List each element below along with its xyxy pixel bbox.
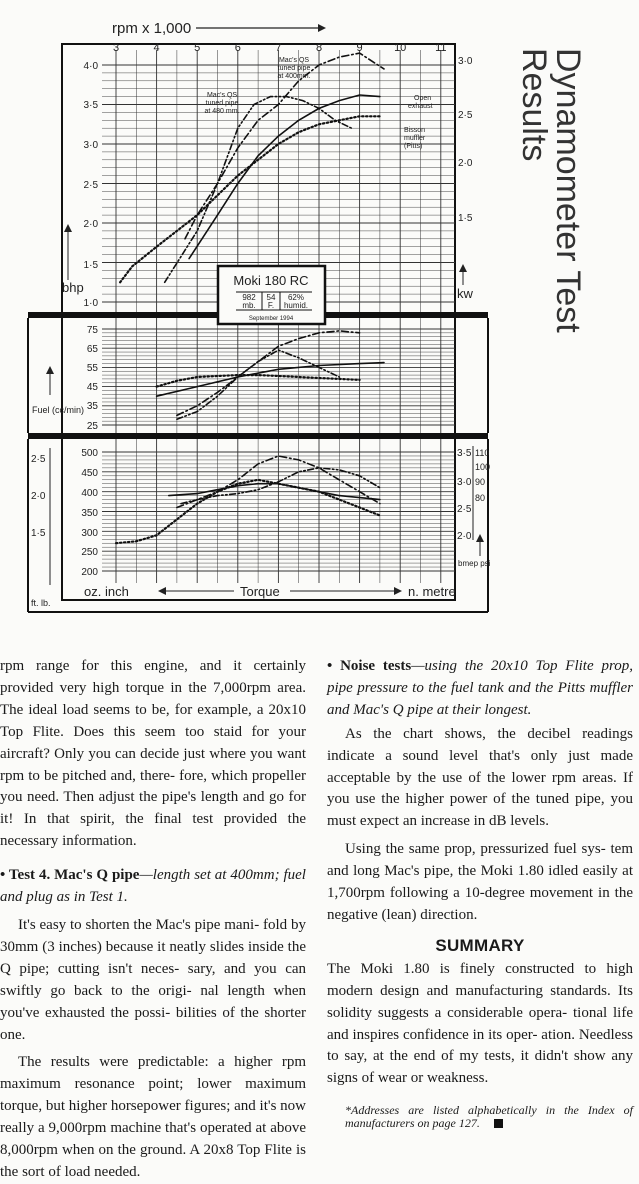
noise-heading [327,656,633,722]
y-tick-label: 1·5 [83,260,98,271]
y-tick-label: 45 [86,382,98,393]
torque-ylabel-left: ft. lb. [31,598,51,608]
text-line: rpm range for this engine, and it certainly [0,658,306,674]
y2-tick-label: 2·0 [458,158,473,169]
page-title-line2: Results [515,48,553,162]
x-tick-label: 9 [356,42,363,54]
svg-text:exhaust: exhaust [408,103,433,110]
test4-head: • Test 4. Mac's Q pipe [0,867,140,884]
y3-tick-label: 2·5 [31,454,46,465]
x-tick-label: 5 [194,42,201,54]
svg-text:F.: F. [267,301,275,310]
text-line: the pipe's length and go for it! In that spirit, [0,789,306,828]
text-line: acceptable by the use of the lower rpm areas. [327,769,617,786]
x-tick-label: 11 [435,42,447,54]
y-tick-label: 55 [86,363,98,374]
text-line: sary, and you can swiftly go back to the origi- [0,960,307,999]
footnote-text: *Addresses are listed alphabetically in the Index of manufacturers on page 127. [345,1103,633,1131]
info-box-date: September 1994 [248,316,294,322]
right-paragraph-1 [327,724,633,834]
text-line: Its solidity suggests a considerable opera- [327,982,633,1021]
left-paragraph-1 [0,656,306,853]
y5-tick-label: 80 [475,493,486,503]
text-line: for your aircraft? Only you can decide just [0,723,306,762]
text-line: modern design and manufacturing standards. [327,982,611,999]
text-line: provided very high torque in the 7,000rpm [0,679,271,696]
text-line: needed. [94,1163,141,1180]
y-tick-label: 200 [81,567,98,578]
y-tick-label: 350 [81,508,98,519]
y-tick-label: 2·5 [83,180,98,191]
svg-text:mb.: mb. [242,301,256,310]
text-line: easily at 1,700rpm following a 10-degree [327,863,633,902]
fuel-ylabel: Fuel (cc/min) [32,405,85,415]
y-tick-label: 75 [86,325,98,336]
x-axis-label: rpm x 1,000 [112,20,192,37]
torque-caption-right: n. metre [408,584,456,599]
y2-tick-label: 2·5 [458,110,473,121]
y4-tick-label: 2·0 [457,531,472,542]
text-line: fold by 30mm (3 inches) because it neatly [0,916,306,955]
info-pressure: 982 [242,293,256,302]
text-line: where you want rpm to be pitched and, there- [0,745,306,784]
curve-label-qs-480: Mac's QS [206,92,238,99]
svg-text:tuned pipe: tuned pipe [205,100,239,107]
text-line: It's easy to shorten the Mac's pipe mani- [18,916,260,933]
curve-label-qs-400: Mac's QS [278,57,310,64]
right-paragraph-2 [327,839,633,927]
text-line: As the chart shows, the decibel readings [345,725,633,742]
summary-paragraph [327,959,633,1090]
page-title-line1: Dynamometer Test [549,48,587,333]
torque-ylabel-right: bmep psi [458,559,491,568]
text-line: torque, but higher horsepower figures; and [0,1098,256,1115]
text-line: nal length when you've exhausted the possi- [0,982,306,1021]
left-column [0,656,306,1184]
y-tick-label: 450 [81,468,98,479]
text-line: tional life and inspires confidence in its oper- [327,1004,634,1043]
power-ylabel-right: kw [457,286,473,301]
x-tick-label: 4 [153,42,160,54]
text-line: ation. Needless to say, at the end of my tests, [327,1026,633,1065]
x-tick-label: 6 [234,42,241,54]
y-tick-label: 1·0 [83,298,98,309]
test4-heading [0,865,306,909]
text-line: operated at above 8,000rpm when on the [0,1120,307,1159]
y2-tick-label: 1·5 [458,213,473,224]
text-line: movement in the negative (lean) direction. [327,885,633,923]
text-line: tem and long Mac's pipe, the Moki 1.80 idled [327,841,633,880]
y-tick-label: 300 [81,528,98,539]
text-line: information. [62,833,137,850]
x-tick-label: 7 [275,42,282,54]
y-tick-label: 2·0 [83,219,98,230]
y4-tick-label: 3·0 [457,477,472,488]
info-box [218,266,325,324]
y3-tick-label: 1·5 [31,528,46,539]
info-humid: 62% [287,293,305,302]
y-tick-label: 4·0 [83,61,98,72]
svg-text:at 480 mm.: at 480 mm. [204,108,240,115]
text-line: you must expect an increase in dB levels. [327,791,633,830]
y5-tick-label: 100 [475,462,491,472]
svg-text:(Pitts): (Pitts) [404,143,423,150]
y-tick-label: 35 [86,401,98,412]
text-line: If you use the higher power of the tuned pipe, [327,769,634,808]
right-column [327,656,633,1130]
text-line: it didn't show any signs of wear or weakness. [327,1048,634,1087]
text-line: indicate a sound level that's only just made [327,747,633,764]
info-box-title: Moki 180 RC [233,273,309,288]
text-line: area. The ideal load seems to be, for example, [0,679,306,718]
svg-text:muffler: muffler [404,135,426,142]
x-tick-label: 10 [394,42,407,54]
y-tick-label: 3·5 [83,100,98,111]
left-paragraph-2 [0,915,306,1046]
y5-tick-label: 90 [475,477,486,487]
text-line: Using the same prop, pressurized fuel sys- [345,841,606,858]
y-tick-label: 500 [81,448,98,459]
x-tick-label: 3 [112,42,120,54]
y3-tick-label: 2·0 [31,491,46,502]
test4-italic: —length set at 400mm; fuel and plug as in Test 1. [0,867,306,906]
y5-tick-label: 110 [475,448,490,458]
svg-text:at 400mm.: at 400mm. [277,73,311,80]
text-line: ground. A 20x8 Top Flite is the sort of load [0,1142,306,1180]
y-tick-label: 3·0 [83,140,98,151]
svg-text:tuned pipe: tuned pipe [277,65,311,72]
text-line: fore, which propeller you need. Then adjust [0,767,306,806]
text-line: The Moki 1.80 is finely constructed to high [327,960,633,977]
curve-label-bisson: Bisson [404,127,426,134]
text-line: bilities of the shorter one. [0,1004,306,1043]
noise-head: • Noise tests [327,658,412,674]
text-line: it's now really a 9,000rpm machine that's [0,1098,307,1137]
noise-italic: —using the 20x10 Top Flite prop, pipe pressure to the fuel tank and the Pitts muffler and Mac's Q pipe at their longest. [327,658,633,718]
y4-tick-label: 2·5 [457,504,472,515]
page-title [515,48,587,388]
power-ylabel-left: bhp [62,280,84,295]
y-tick-label: 25 [86,421,98,432]
torque-caption-left: oz. inch [84,584,129,599]
info-temp: 54 [266,293,276,302]
y-tick-label: 250 [81,547,98,558]
text-line: slides inside the Q pipe; cutting isn't neces- [0,938,306,977]
text-line: maximum resonance point; lower maximum [0,1076,306,1093]
svg-text:humid.: humid. [283,301,309,310]
panel-divider [28,433,488,439]
x-tick-label: 8 [315,42,323,54]
end-mark [494,1119,503,1128]
footnote [327,1104,633,1130]
y-tick-label: 65 [86,344,98,355]
torque-caption-center: Torque [240,584,280,599]
curve-label-open: Open [414,95,432,102]
y4-tick-label: 3·5 [457,448,472,459]
left-paragraph-3 [0,1052,306,1183]
text-line: the final test provided the necessary [0,811,306,850]
y2-tick-label: 3·0 [458,56,473,67]
summary-heading: SUMMARY [435,935,525,955]
y-tick-label: 400 [81,488,98,499]
text-line: a 20x10 Top Flite. Does this seem too staid [0,701,306,740]
text-line: The results were predictable: a higher rpm [18,1054,306,1071]
